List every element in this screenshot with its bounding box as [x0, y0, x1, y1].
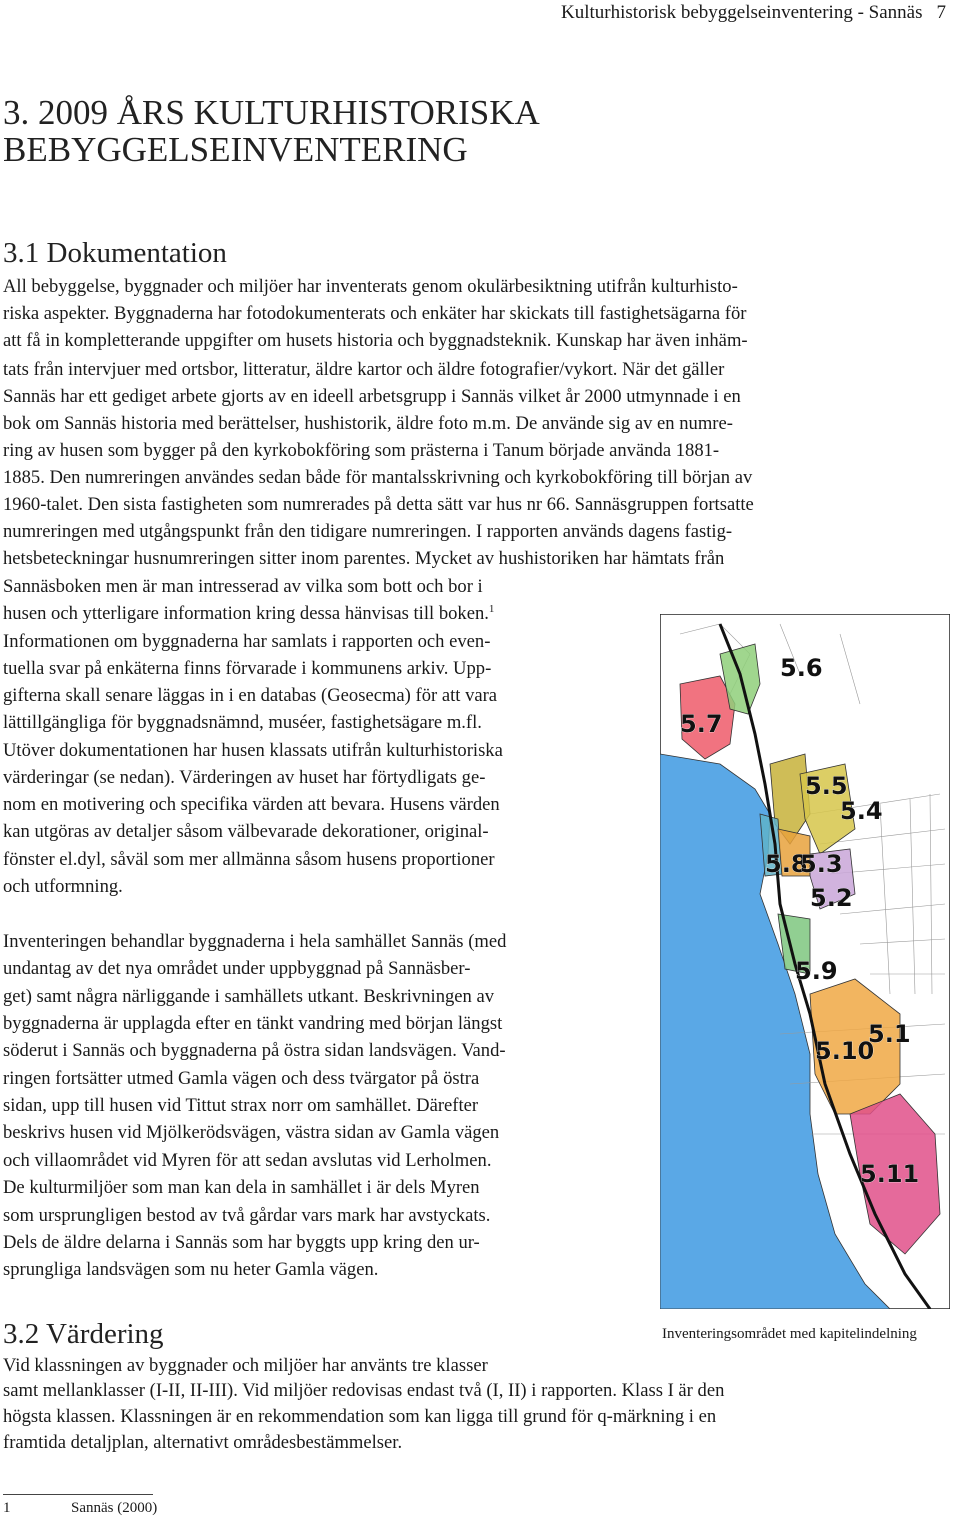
- body-line: kan utgöras av detaljer såsom välbevarade dekorationer, original-: [3, 821, 489, 842]
- body-line: värderingar (se nedan). Värderingen av huset har förtydligats ge-: [3, 767, 486, 788]
- footnote-text: Sannäs (2000): [71, 1500, 158, 1516]
- body-line: tats från intervjuer med ortsbor, litteratur, äldre kartor och äldre fotografier/vykort. När det gäller: [3, 359, 725, 380]
- body-line: och utformning.: [3, 876, 123, 897]
- body-line: nom en motivering och specifika värden att bevara. Husens värden: [3, 794, 500, 815]
- chapter-heading: [3, 94, 540, 168]
- page-number: 7: [936, 2, 946, 23]
- chapter-heading-line-2: BEBYGGELSEINVENTERING: [3, 130, 468, 169]
- body-line: 1960-talet. Den sista fastigheten som numrerades på detta sätt var hus nr 66. Sannäsgruppen fortsatte: [3, 494, 754, 515]
- body-line-text: husen och ytterligare information kring dessa hänvisas till boken.: [3, 603, 489, 624]
- map-label-5-5: 5.5: [805, 772, 848, 800]
- body-line: undantag av det nya området under uppbyggnad på Sannäsber-: [3, 958, 471, 979]
- body-line: ring av husen som bygger på den kyrkobokföring som prästerna i Tanum började använda 1881-: [3, 440, 720, 461]
- body-line: ringen fortsätter utmed Gamla vägen och dess tvärgator på östra: [3, 1068, 480, 1089]
- body-line: sidan, upp till husen vid Tittut strax norr om samhället. Därefter: [3, 1095, 479, 1116]
- footnote: [3, 1500, 157, 1517]
- chapter-heading-line-1: 3. 2009 ÅRS KULTURHISTORISKA: [3, 93, 540, 132]
- body-line: som ursprungligen bestod av två gårdar vars mark har avstyckats.: [3, 1205, 491, 1226]
- footnote-reference[interactable]: 1: [488, 602, 495, 615]
- section-heading-dokumentation: 3.1 Dokumentation: [3, 237, 227, 269]
- map-label-5-6: 5.6: [780, 654, 823, 682]
- body-line: All bebyggelse, byggnader och miljöer har inventerats genom okulärbesiktning utifrån kulturhisto-: [3, 276, 738, 297]
- body-line: samt mellanklasser (I-II, II-III). Vid miljöer redovisas endast två (I, II) i rapporten. Klass I är den: [3, 1380, 725, 1401]
- body-line: 1885. Den numreringen användes sedan både för mantalsskrivning och kyrkobokföring till början av: [3, 467, 753, 488]
- body-line: lättillgängliga för byggnadsnämnd, muséer, fastighetsägare m.fl.: [3, 712, 482, 733]
- body-line: fönster el.dyl, såväl som mer allmänna såsom husens proportioner: [3, 849, 495, 870]
- map-label-5-8: 5.8: [765, 850, 808, 878]
- body-line: numreringen med utgångspunkt från den tidigare numreringen. I rapporten används dagens fastig-: [3, 521, 733, 542]
- running-header: [561, 2, 946, 24]
- body-line: get) samt några närliggande i samhällets utkant. Beskrivningen av: [3, 986, 495, 1007]
- map-label-5-2: 5.2: [810, 884, 853, 912]
- body-line: Sannäs har ett gediget arbete gjorts av en ideell arbetsgrupp i Sannäs vilket år 2000 utmynnade i en: [3, 386, 741, 407]
- body-line: söderut i Sannäs och byggnaderna på östra sidan landsvägen. Vand-: [3, 1040, 506, 1061]
- map-label-5-7: 5.7: [680, 710, 723, 738]
- section-heading-vardering: 3.2 Värdering: [3, 1318, 164, 1350]
- map-label-5-4: 5.4: [840, 797, 883, 825]
- body-line: Utöver dokumentationen har husen klassats utifrån kulturhistoriska: [3, 740, 503, 761]
- map-caption: Inventeringsområdet med kapitelindelning: [662, 1326, 917, 1342]
- body-line: beskrivs husen vid Mjölkerödsvägen, västra sidan av Gamla vägen: [3, 1122, 500, 1143]
- body-line: sprungliga landsvägen som nu heter Gamla vägen.: [3, 1259, 379, 1280]
- body-line: Inventeringen behandlar byggnaderna i hela samhället Sannäs (med: [3, 931, 507, 952]
- header-title: Kulturhistorisk bebyggelseinventering - Sannäs: [561, 2, 923, 23]
- body-line: gifterna skall senare läggas in i en databas (Geosecma) för att vara: [3, 685, 498, 706]
- body-line: och villaområdet vid Myren för att sedan avslutas vid Lerholmen.: [3, 1150, 492, 1171]
- body-line: hetsbeteckningar husnumreringen sitter inom parentes. Mycket av hushistoriken har hämtats från: [3, 548, 725, 569]
- body-line: byggnaderna är upplagda efter en tänkt vandring med början längst: [3, 1013, 503, 1034]
- body-line: [3, 600, 494, 627]
- map-label-5-1: 5.1: [868, 1020, 911, 1048]
- footnote-divider: [3, 1494, 153, 1495]
- body-line: Sannäsboken men är man intresserad av vilka som bott och bor i: [3, 576, 483, 597]
- footnote-number: 1: [3, 1500, 11, 1516]
- body-line: bok om Sannäs historia med berättelser, hushistorik, äldre foto m.m. De använde sig av en numre-: [3, 413, 733, 434]
- map-label-5-3: 5.3: [800, 850, 843, 878]
- map-label-5-11: 5.11: [860, 1160, 920, 1188]
- body-line: Dels de äldre delarna i Sannäs som har byggts upp kring den ur-: [3, 1232, 480, 1253]
- body-line: framtida detaljplan, alternativt områdesbestämmelser.: [3, 1432, 403, 1453]
- inventory-area-map: [660, 614, 950, 1309]
- body-line: högsta klassen. Klassningen är en rekommendation som kan ligga till grund för q-märkning i en: [3, 1406, 717, 1427]
- body-line: att få in kompletterande uppgifter om husets historia och byggnadsteknik. Kunskap har även inhäm-: [3, 330, 748, 351]
- body-line: Informationen om byggnaderna har samlats i rapporten och even-: [3, 631, 491, 652]
- body-line: riska aspekter. Byggnaderna har fotodokumenterats och enkäter har skickats till fastighetsägarna för: [3, 303, 747, 324]
- map-label-5-9: 5.9: [795, 957, 838, 985]
- body-line: De kulturmiljöer som man kan dela in samhället i är dels Myren: [3, 1177, 480, 1198]
- map-label-5-10: 5.10: [815, 1037, 875, 1065]
- body-line: tuella svar på enkäterna finns förvarade i kommunens arkiv. Upp-: [3, 658, 492, 679]
- body-line: Vid klassningen av byggnader och miljöer har använts tre klasser: [3, 1355, 488, 1376]
